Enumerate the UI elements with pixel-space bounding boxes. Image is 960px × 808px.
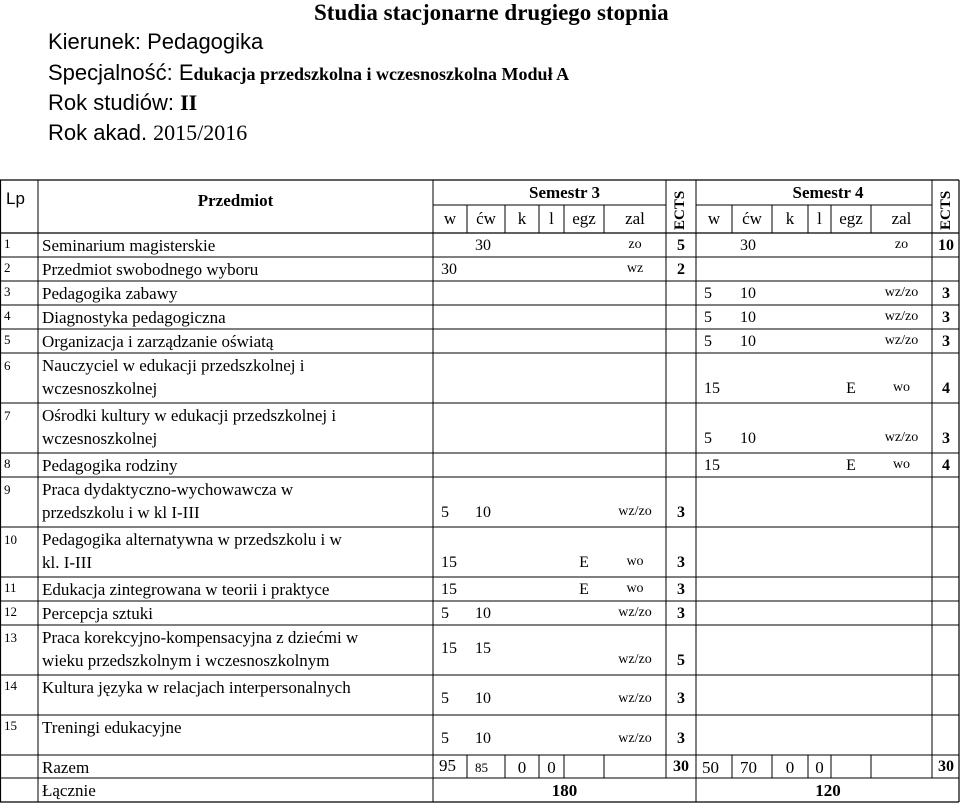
row-lp: 4: [4, 308, 11, 323]
specjalnosc-value: dukacja przedszkolna i wczesnoszkolna Moduł A: [193, 64, 570, 84]
row-lp: 12: [4, 604, 17, 619]
subheader-s4-cw: ćw: [742, 209, 762, 228]
cell-s4-egz: E: [846, 457, 856, 474]
cell-s3-w: 5: [441, 690, 449, 707]
rok-akad-label: Rok akad.: [48, 120, 154, 145]
cell-s4-ects: 3: [942, 285, 950, 302]
rok-studiow-value: II: [180, 90, 198, 115]
cell-s3-cw: 15: [475, 640, 491, 657]
subheader-s4-k: k: [785, 209, 795, 228]
specjalnosc-label: Specjalność: E: [48, 60, 194, 85]
razem-s3-ects: 30: [673, 758, 689, 775]
cell-s3-ects: 3: [677, 605, 685, 622]
cell-s4-ects: 3: [942, 430, 950, 447]
semester-3-header: Semestr 3: [529, 183, 600, 202]
row-lp: 2: [4, 260, 11, 275]
cell-s4-cw: 10: [740, 430, 756, 447]
cell-s4-w: 5: [704, 309, 712, 326]
cell-s3-ects: 3: [677, 690, 685, 707]
column-header-przedmiot: Przedmiot: [197, 191, 274, 210]
cell-s3-zal: wo: [626, 581, 644, 596]
cell-s3-zal: wz/zo: [618, 731, 652, 746]
row-subject-name: Percepcja sztuki: [42, 604, 153, 623]
row-lp: 14: [4, 678, 17, 693]
cell-s4-cw: 10: [740, 333, 756, 350]
row-subject-name: Ośrodki kultury w edukacji przedszkolnej i: [42, 406, 337, 425]
cell-s4-cw: 10: [740, 309, 756, 326]
row-lp: 7: [4, 408, 11, 423]
cell-s4-w: 15: [704, 380, 720, 397]
row-lp: 3: [4, 284, 11, 299]
row-subject-name: Kultura języka w relacjach interpersonalnych: [42, 678, 351, 697]
cell-s3-zal: wo: [626, 554, 644, 569]
row-subject-name: wieku przedszkolnym i wczesnoszkolnym: [42, 651, 330, 670]
row-subject-name: przedszkolu i w kl I-III: [42, 503, 200, 522]
row-lp: 6: [4, 358, 11, 373]
cell-s4-cw: 10: [740, 285, 756, 302]
cell-s3-cw: 10: [475, 690, 491, 707]
cell-s3-w: 5: [441, 504, 449, 521]
row-lp: 8: [4, 456, 11, 471]
page-title: Studia stacjonarne drugiego stopnia: [314, 0, 669, 25]
cell-s3-zal: wz/zo: [618, 504, 652, 519]
row-lp: 10: [4, 532, 17, 547]
row-subject-name: Przedmiot swobodnego wyboru: [42, 260, 259, 279]
row-subject-name: Praca dydaktyczno-wychowawcza w: [42, 480, 294, 499]
cell-s3-zal: zo: [628, 237, 642, 252]
subheader-s4-w: w: [707, 209, 721, 228]
cell-s4-w: 5: [704, 285, 712, 302]
subheader-s4-zal: zal: [891, 209, 912, 228]
row-subject-name: Praca korekcyjno-kompensacyjna z dziećmi w: [42, 628, 359, 647]
row-lp: 9: [4, 482, 11, 497]
row-lp: 13: [4, 630, 17, 645]
cell-s4-ects: 3: [942, 309, 950, 326]
row-subject-name: Diagnostyka pedagogiczna: [42, 308, 226, 327]
cell-s3-ects: 3: [677, 554, 685, 571]
row-subject-name: kl. I-III: [42, 553, 93, 572]
row-lp: 1: [4, 236, 11, 251]
row-lp: 5: [4, 332, 11, 347]
ects-header-s3: ECTS: [672, 190, 688, 230]
cell-s4-zal: wz/zo: [884, 285, 919, 300]
cell-s4-w: 5: [704, 430, 712, 447]
rok-studiow-label: Rok studiów:: [48, 90, 181, 115]
subheader-s4-egz: egz: [839, 209, 863, 228]
cell-s3-egz: E: [579, 554, 589, 571]
row-subject-name: Edukacja zintegrowana w teorii i praktyce: [42, 580, 330, 599]
cell-s3-ects: 3: [677, 581, 685, 598]
cell-s4-zal: wz/zo: [884, 333, 919, 348]
cell-s3-ects: 3: [677, 730, 685, 747]
cell-s3-cw: 10: [475, 605, 491, 622]
cell-s3-zal: wz/zo: [618, 652, 652, 667]
cell-s4-zal: wo: [892, 457, 911, 472]
subheader-s3-k: k: [517, 209, 527, 228]
cell-s3-zal: wz/zo: [618, 605, 652, 620]
row-subject-name: Nauczyciel w edukacji przedszkolnej i: [42, 356, 305, 375]
cell-s3-zal: wz: [626, 261, 644, 276]
razem-s4-k: 0: [785, 758, 795, 777]
rok-akad-value: 2015/2016: [153, 120, 248, 145]
cell-s4-ects: 10: [938, 237, 954, 254]
razem-s3-w: 95: [439, 756, 456, 775]
row-lp: 15: [4, 718, 17, 733]
razem-label: Razem: [42, 758, 90, 777]
cell-s3-cw: 30: [475, 237, 491, 254]
row-subject-name: Pedagogika zabawy: [42, 284, 178, 303]
cell-s4-ects: 4: [942, 380, 950, 397]
razem-s3-cw: 85: [475, 760, 488, 775]
cell-s4-w: 5: [704, 333, 712, 350]
semester-4-header: Semestr 4: [792, 183, 864, 202]
row-subject-name: Treningi edukacyjne: [42, 718, 182, 737]
cell-s3-ects: 5: [677, 237, 685, 254]
row-subject-name: Seminarium magisterskie: [42, 236, 216, 255]
cell-s3-ects: 2: [677, 261, 685, 278]
ects-header-s4: ECTS: [938, 190, 954, 230]
cell-s4-zal: zo: [894, 237, 909, 252]
kierunek-label: Kierunek:: [48, 29, 148, 54]
lacznie-s3: 180: [551, 781, 578, 800]
razem-s4-ects: 30: [938, 758, 954, 775]
cell-s4-w: 15: [704, 457, 720, 474]
cell-s4-zal: wz/zo: [884, 430, 919, 445]
cell-s3-cw: 10: [475, 730, 491, 747]
cell-s4-egz: E: [846, 380, 856, 397]
cell-s4-zal: wo: [892, 380, 911, 395]
razem-s4-l: 0: [815, 758, 824, 777]
cell-s4-ects: 4: [942, 457, 950, 474]
cell-s3-w: 15: [441, 581, 457, 598]
cell-s3-w: 5: [441, 730, 449, 747]
row-subject-name: wczesnoszkolnej: [42, 379, 158, 398]
cell-s3-w: 30: [441, 261, 457, 278]
kierunek-value: Pedagogika: [147, 29, 264, 54]
row-lp: 11: [4, 580, 17, 595]
razem-s4-cw: 70: [740, 758, 757, 777]
cell-s3-ects: 3: [677, 504, 685, 521]
row-subject-name: Pedagogika rodziny: [42, 456, 178, 475]
column-header-lp: Lp: [6, 189, 25, 208]
subheader-s3-w: w: [443, 209, 457, 228]
subheader-s3-zal: zal: [625, 209, 645, 228]
cell-s3-ects: 5: [677, 652, 685, 669]
row-subject-name: wczesnoszkolnej: [42, 429, 158, 448]
cell-s3-w: 15: [441, 640, 457, 657]
cell-s3-zal: wz/zo: [618, 691, 652, 706]
cell-s3-w: 5: [441, 605, 449, 622]
razem-s3-k: 0: [517, 758, 527, 777]
lacznie-s4: 120: [815, 781, 841, 800]
subheader-s4-l: l: [817, 209, 822, 228]
cell-s3-cw: 10: [475, 504, 491, 521]
subheader-s3-l: l: [549, 209, 554, 228]
cell-s3-w: 15: [441, 554, 457, 571]
subheader-s3-egz: egz: [572, 209, 596, 228]
cell-s4-zal: wz/zo: [884, 309, 919, 324]
subheader-s3-cw: ćw: [476, 209, 496, 228]
razem-s3-l: 0: [547, 758, 556, 777]
row-subject-name: Pedagogika alternatywna w przedszkolu i w: [42, 530, 342, 549]
razem-s4-w: 50: [702, 758, 719, 777]
cell-s3-egz: E: [579, 581, 589, 598]
lacznie-label: Łącznie: [42, 781, 96, 800]
cell-s4-cw: 30: [740, 237, 756, 254]
cell-s4-ects: 3: [942, 333, 950, 350]
row-subject-name: Organizacja i zarządzanie oświatą: [42, 332, 274, 351]
